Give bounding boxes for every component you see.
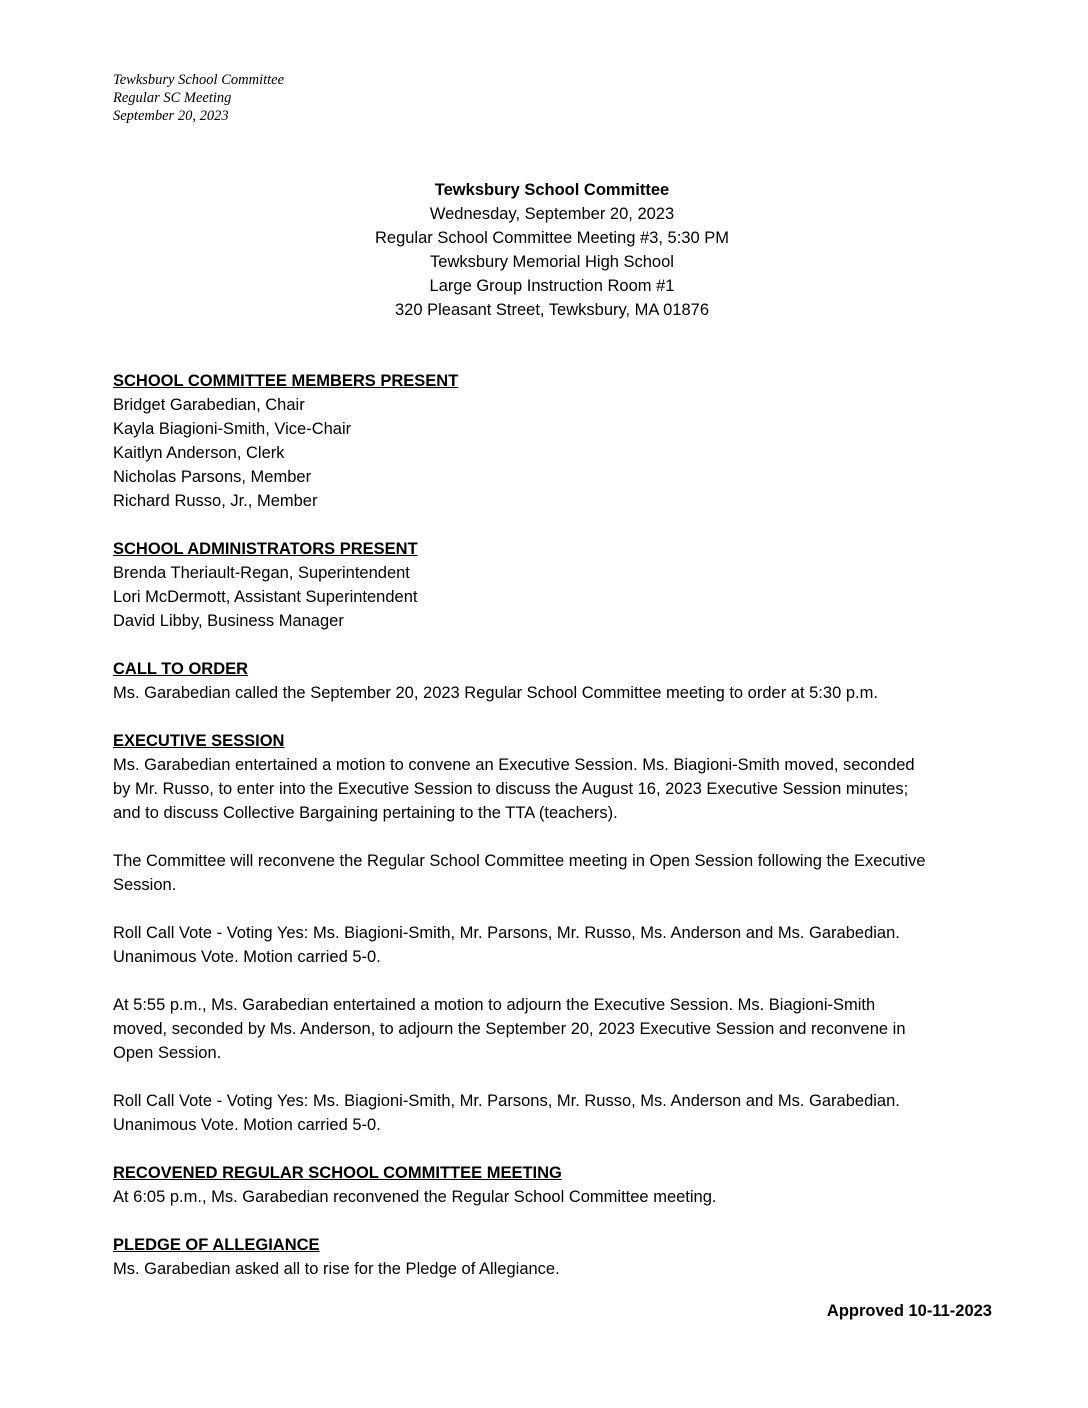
paragraph-line: Roll Call Vote - Voting Yes: Ms. Biagioni-Smith, Mr. Parsons, Mr. Russo, Ms. Anderson and Ms. Garabedian. <box>113 924 900 942</box>
member-line: Kayla Biagioni-Smith, Vice-Chair <box>113 420 352 438</box>
reconvened-section <box>113 1161 998 1209</box>
section-heading: EXECUTIVE SESSION <box>113 732 285 750</box>
header-line: Tewksbury School Committee <box>113 72 285 88</box>
paragraph-line: Roll Call Vote - Voting Yes: Ms. Biagioni-Smith, Mr. Parsons, Mr. Russo, Ms. Anderson and Ms. Garabedian. <box>113 1092 900 1110</box>
meeting-date: Wednesday, September 20, 2023 <box>429 205 675 223</box>
meeting-room: Large Group Instruction Room #1 <box>429 277 675 295</box>
paragraph-line: Ms. Garabedian entertained a motion to convene an Executive Session. Ms. Biagioni-Smith moved, seconded <box>113 756 915 774</box>
paragraph-line: by Mr. Russo, to enter into the Executive Session to discuss the August 16, 2023 Executive Session minutes; <box>113 780 909 798</box>
member-line: Bridget Garabedian, Chair <box>113 396 305 414</box>
paragraph-line: At 5:55 p.m., Ms. Garabedian entertained a motion to adjourn the Executive Session. Ms. Biagioni-Smith <box>113 996 876 1014</box>
member-line: Kaitlyn Anderson, Clerk <box>113 444 285 462</box>
paragraph <box>113 1089 998 1137</box>
paragraph-line: and to discuss Collective Bargaining pertaining to the TTA (teachers). <box>113 804 618 822</box>
paragraph-line: Ms. Garabedian called the September 20, 2023 Regular School Committee meeting to order at 5:30 p.m. <box>113 684 878 702</box>
paragraph-line: Ms. Garabedian asked all to rise for the Pledge of Allegiance. <box>113 1260 560 1278</box>
paragraph-line: The Committee will reconvene the Regular School Committee meeting in Open Session following the Executive <box>113 852 926 870</box>
header-line: Regular SC Meeting <box>113 90 232 106</box>
section-heading: CALL TO ORDER <box>113 660 249 678</box>
paragraph-line: Unanimous Vote. Motion carried 5-0. <box>113 948 381 966</box>
meeting-title: Tewksbury School Committee <box>434 181 670 199</box>
administrator-line: Lori McDermott, Assistant Superintendent <box>113 588 418 606</box>
paragraph <box>113 849 998 897</box>
section-heading: PLEDGE OF ALLEGIANCE <box>113 1236 320 1254</box>
administrator-line: David Libby, Business Manager <box>113 612 344 630</box>
paragraph-line: moved, seconded by Ms. Anderson, to adjourn the September 20, 2023 Executive Session and reconvene in <box>113 1020 906 1038</box>
paragraph-line: Session. <box>113 876 177 894</box>
pledge-section <box>113 1233 998 1281</box>
section-heading: SCHOOL COMMITTEE MEMBERS PRESENT <box>113 372 459 390</box>
minutes-body <box>113 369 998 1305</box>
header-line: September 20, 2023 <box>113 108 229 124</box>
call-to-order-section <box>113 657 998 705</box>
section-heading: SCHOOL ADMINISTRATORS PRESENT <box>113 540 418 558</box>
paragraph <box>113 993 998 1065</box>
meeting-title-block <box>0 178 1088 322</box>
meeting-type: Regular School Committee Meeting #3, 5:30 PM <box>374 229 729 247</box>
running-header <box>113 71 284 125</box>
members-section <box>113 369 998 513</box>
executive-session-section <box>113 729 998 1137</box>
paragraph <box>113 921 998 969</box>
approval-stamp: Approved 10-11-2023 <box>826 1302 992 1320</box>
paragraph-line: Open Session. <box>113 1044 222 1062</box>
member-line: Nicholas Parsons, Member <box>113 468 312 486</box>
section-heading: RECOVENED REGULAR SCHOOL COMMITTEE MEETING <box>113 1164 562 1182</box>
meeting-address: 320 Pleasant Street, Tewksbury, MA 01876 <box>395 301 709 319</box>
paragraph-line: At 6:05 p.m., Ms. Garabedian reconvened the Regular School Committee meeting. <box>113 1188 717 1206</box>
paragraph <box>113 753 998 825</box>
administrator-line: Brenda Theriault-Regan, Superintendent <box>113 564 410 582</box>
meeting-venue: Tewksbury Memorial High School <box>430 253 674 271</box>
paragraph-line: Unanimous Vote. Motion carried 5-0. <box>113 1116 381 1134</box>
administrators-section <box>113 537 998 633</box>
member-line: Richard Russo, Jr., Member <box>113 492 318 510</box>
